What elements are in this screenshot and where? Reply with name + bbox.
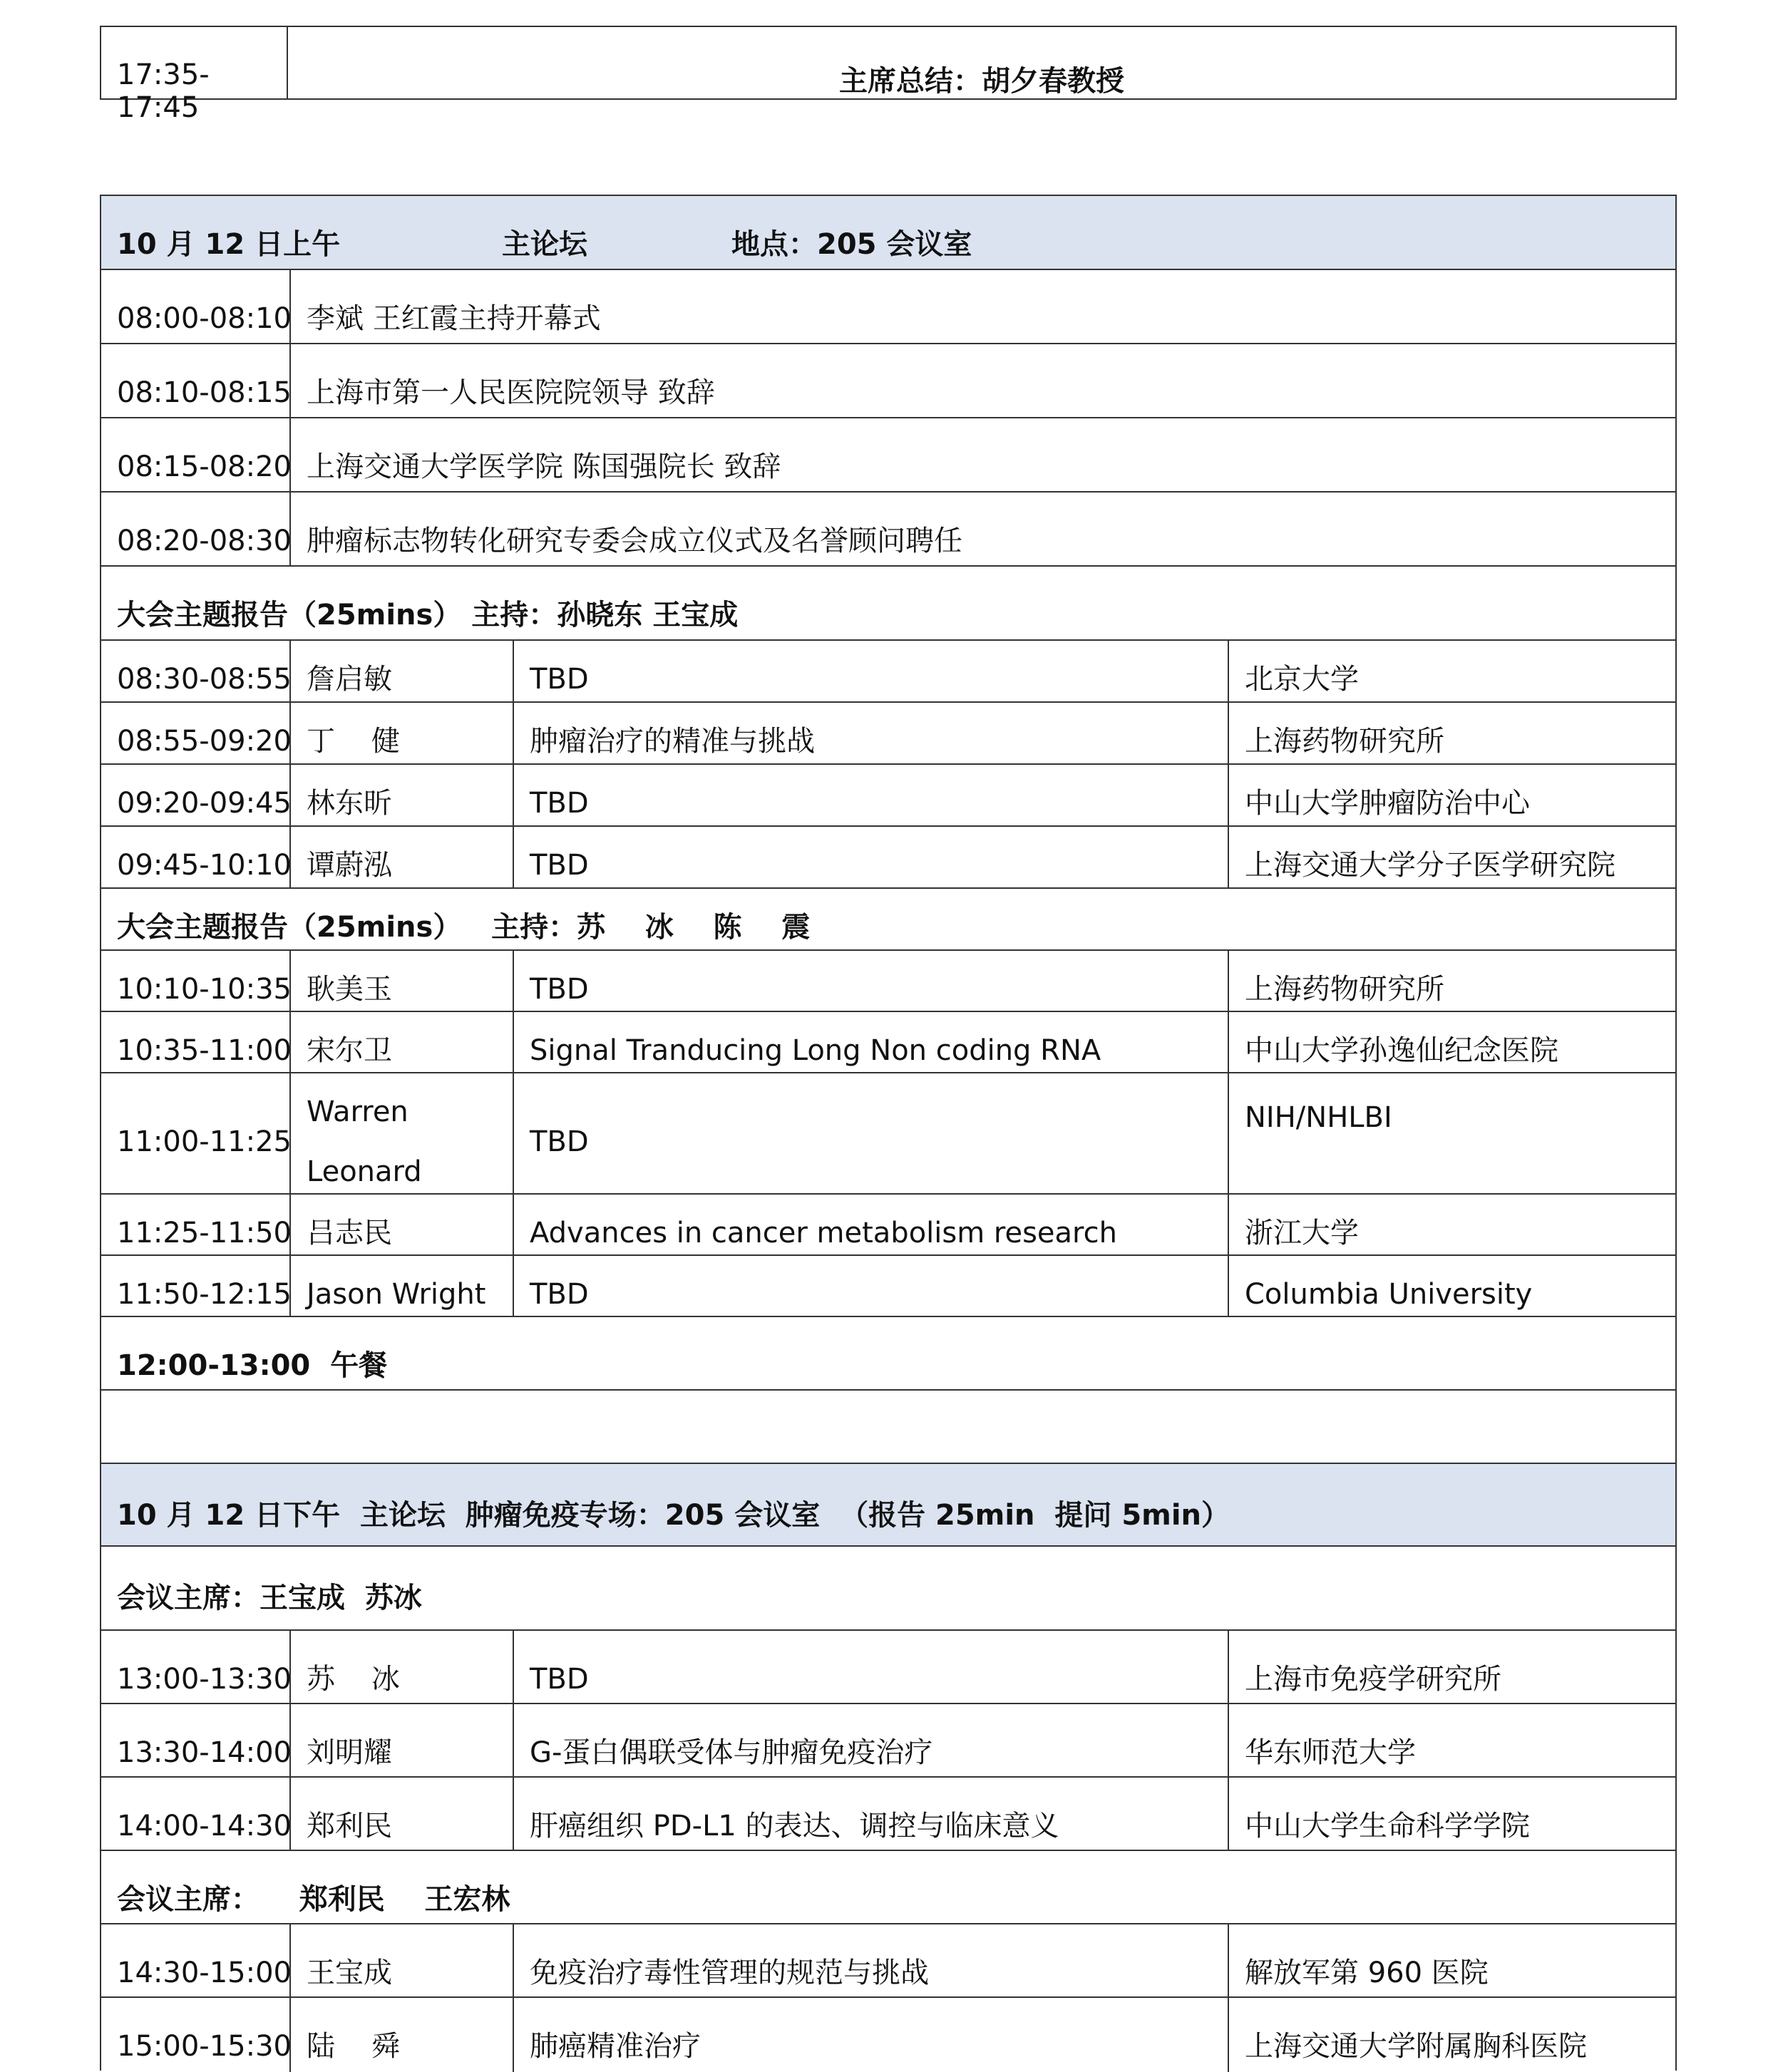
talk-institution: 上海药物研究所 bbox=[1245, 725, 1444, 758]
table-row bbox=[101, 1704, 1675, 1778]
am-date: 10 月 12 日上午 bbox=[117, 228, 341, 261]
talk-speaker: 吕志民 bbox=[307, 1217, 392, 1249]
talk-institution: 中山大学孙逸仙纪念医院 bbox=[1245, 1034, 1558, 1067]
row-text: 李斌 王红霞主持开幕式 bbox=[307, 302, 601, 335]
session-title-row bbox=[101, 889, 1675, 951]
empty-row bbox=[101, 1391, 1675, 1464]
summary-text: 主席总结：胡夕春教授 bbox=[839, 65, 1124, 98]
table-row bbox=[101, 1631, 1675, 1704]
table-row bbox=[101, 418, 1675, 493]
talk-time: 10:10-10:35 bbox=[117, 973, 292, 1006]
schedule-table bbox=[100, 195, 1677, 2071]
talk-speaker-line2: Leonard bbox=[307, 1155, 422, 1188]
am-forum: 主论坛 bbox=[502, 228, 587, 261]
chair-text: 会议主席：王宝成 苏冰 bbox=[117, 1582, 422, 1614]
pm-header-row bbox=[101, 1464, 1675, 1547]
chair-row bbox=[101, 1851, 1675, 1924]
row-text: 上海市第一人民医院院领导 致辞 bbox=[307, 376, 715, 409]
lunch-row bbox=[101, 1317, 1675, 1391]
talk-institution: 上海市免疫学研究所 bbox=[1245, 1663, 1501, 1696]
talk-speaker: 苏 冰 bbox=[307, 1663, 400, 1696]
talk-time: 09:45-10:10 bbox=[117, 849, 292, 882]
talk-institution: 北京大学 bbox=[1245, 663, 1359, 696]
table-row bbox=[101, 951, 1675, 1012]
talk-topic: 肿瘤治疗的精准与挑战 bbox=[530, 725, 815, 758]
talk-topic: TBD bbox=[530, 1125, 589, 1158]
row-text: 上海交通大学医学院 陈国强院长 致辞 bbox=[307, 450, 781, 483]
talk-topic: Signal Tranducing Long Non coding RNA bbox=[530, 1034, 1101, 1067]
am-header-row bbox=[101, 196, 1675, 270]
talk-topic: TBD bbox=[530, 787, 589, 820]
talk-topic: TBD bbox=[530, 1278, 589, 1311]
talk-speaker: 耿美玉 bbox=[307, 973, 392, 1006]
session-title: 大会主题报告（25mins） 主持：孙晓东 王宝成 bbox=[117, 599, 739, 632]
chair-row bbox=[101, 1547, 1675, 1631]
table-row bbox=[101, 827, 1675, 889]
talk-time: 11:00-11:25 bbox=[117, 1125, 292, 1158]
talk-institution: 上海交通大学分子医学研究院 bbox=[1245, 849, 1615, 882]
talk-time: 15:00-15:30 bbox=[117, 2030, 292, 2063]
table-row bbox=[101, 1073, 1675, 1195]
row-text: 肿瘤标志物转化研究专委会成立仪式及名誉顾问聘任 bbox=[307, 525, 962, 557]
talk-speaker-line1: Warren bbox=[307, 1096, 408, 1128]
row-time: 08:15-08:20 bbox=[117, 450, 292, 483]
table-row bbox=[101, 1778, 1675, 1851]
table-row bbox=[101, 344, 1675, 418]
talk-institution: 中山大学生命科学学院 bbox=[1245, 1810, 1530, 1842]
table-row bbox=[101, 270, 1675, 344]
table-row bbox=[101, 1924, 1675, 1998]
talk-institution: 中山大学肿瘤防治中心 bbox=[1245, 787, 1530, 820]
talk-topic: 免疫治疗毒性管理的规范与挑战 bbox=[530, 1957, 929, 1989]
talk-institution: 解放军第 960 医院 bbox=[1245, 1957, 1489, 1989]
talk-time: 13:30-14:00 bbox=[117, 1736, 292, 1769]
summary-row bbox=[100, 26, 1677, 124]
table-row bbox=[101, 765, 1675, 827]
table-row bbox=[101, 1998, 1675, 2072]
table-row bbox=[101, 1256, 1675, 1317]
talk-topic: G-蛋白偶联受体与肿瘤免疫治疗 bbox=[530, 1736, 933, 1769]
talk-time: 13:00-13:30 bbox=[117, 1663, 292, 1696]
talk-time: 14:30-15:00 bbox=[117, 1957, 292, 1989]
lunch-text: 12:00-13:00 午餐 bbox=[117, 1349, 388, 1382]
talk-institution: 上海交通大学附属胸科医院 bbox=[1245, 2030, 1587, 2063]
talk-speaker: 郑利民 bbox=[307, 1810, 392, 1842]
row-time: 08:20-08:30 bbox=[117, 525, 292, 557]
talk-time: 11:25-11:50 bbox=[117, 1217, 292, 1249]
talk-time: 08:30-08:55 bbox=[117, 663, 292, 696]
talk-institution: NIH/NHLBI bbox=[1245, 1101, 1392, 1134]
summary-time: 17:35-17:45 bbox=[101, 27, 288, 98]
talk-topic: TBD bbox=[530, 973, 589, 1006]
talk-institution: Columbia University bbox=[1245, 1278, 1533, 1311]
talk-institution: 上海药物研究所 bbox=[1245, 973, 1444, 1006]
talk-institution: 浙江大学 bbox=[1245, 1217, 1359, 1249]
talk-topic: Advances in cancer metabolism research bbox=[530, 1217, 1117, 1249]
talk-topic: TBD bbox=[530, 1663, 589, 1696]
am-location: 地点：205 会议室 bbox=[731, 228, 972, 261]
talk-time: 11:50-12:15 bbox=[117, 1278, 292, 1311]
talk-speaker: Jason Wright bbox=[307, 1278, 486, 1311]
table-row bbox=[101, 1012, 1675, 1073]
talk-time: 08:55-09:20 bbox=[117, 725, 292, 758]
row-time: 08:00-08:10 bbox=[117, 302, 292, 335]
talk-speaker: 林东昕 bbox=[307, 787, 392, 820]
table-row bbox=[101, 703, 1675, 765]
talk-speaker: 谭蔚泓 bbox=[307, 849, 392, 882]
session-title-row bbox=[101, 567, 1675, 641]
talk-speaker: 宋尔卫 bbox=[307, 1034, 392, 1067]
session-title: 大会主题报告（25mins） 主持：苏 冰 陈 震 bbox=[117, 911, 811, 944]
pm-header: 10 月 12 日下午 主论坛 肿瘤免疫专场：205 会议室 （报告 25min 提问 5min） bbox=[117, 1499, 1230, 1532]
talk-speaker: 王宝成 bbox=[307, 1957, 392, 1989]
talk-time: 09:20-09:45 bbox=[117, 787, 292, 820]
table-row bbox=[101, 1195, 1675, 1256]
talk-topic: 肺癌精准治疗 bbox=[530, 2030, 701, 2063]
talk-time: 14:00-14:30 bbox=[117, 1810, 292, 1842]
table-row bbox=[101, 641, 1675, 703]
talk-speaker: 詹启敏 bbox=[307, 663, 392, 696]
talk-speaker: 刘明耀 bbox=[307, 1736, 392, 1769]
talk-speaker: 陆 舜 bbox=[307, 2030, 400, 2063]
row-time: 08:10-08:15 bbox=[117, 376, 292, 409]
talk-speaker: 丁 健 bbox=[307, 725, 400, 758]
talk-time: 10:35-11:00 bbox=[117, 1034, 292, 1067]
chair-text: 会议主席： 郑利民 王宏林 bbox=[117, 1883, 510, 1916]
talk-topic: 肝癌组织 PD-L1 的表达、调控与临床意义 bbox=[530, 1810, 1059, 1842]
talk-topic: TBD bbox=[530, 849, 589, 882]
talk-topic: TBD bbox=[530, 663, 589, 696]
talk-institution: 华东师范大学 bbox=[1245, 1736, 1416, 1769]
table-row bbox=[101, 493, 1675, 567]
